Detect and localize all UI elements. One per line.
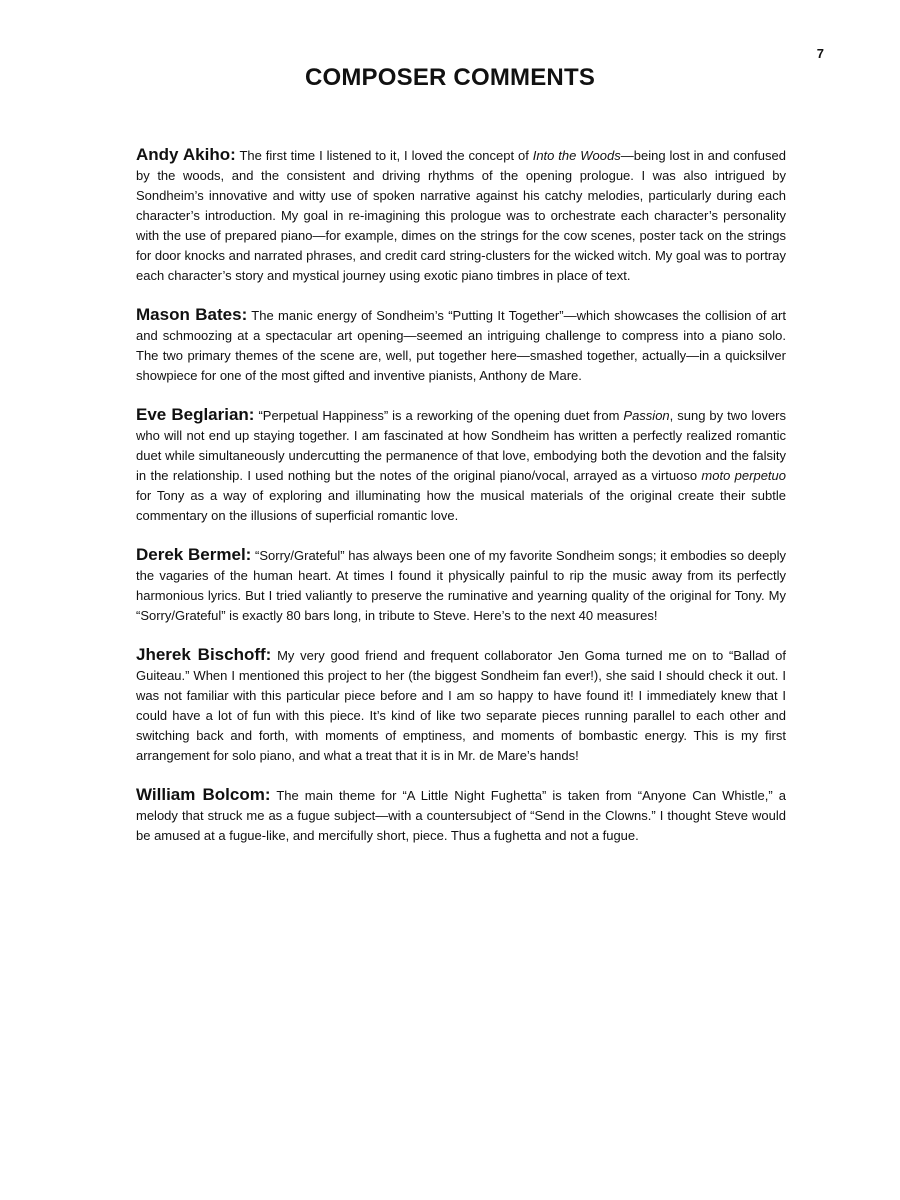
- comment-jherek-bischoff: [136, 645, 786, 766]
- musical-term: moto perpetuo: [701, 468, 786, 483]
- comment-derek-bermel: [136, 545, 786, 626]
- comment-text: The manic energy of Sondheim’s “Putting It Together”—which showcases the collision of art and schmoozing at a spectacular art opening—seemed an intriguing challenge to compress into a piano solo. The two primary themes of the scene are, well, put together here—smashed together, actually—in a quicksilver showpiece for one of the most gifted and inventive pianists, Anthony de Mare.: [136, 308, 786, 383]
- comment-text: , sung by two lovers who will not end up staying together. I am fascinated at how Sondheim has written a perfectly realized romantic duet while simultaneously undercutting the permanence of that love, embodying both the devotion and the falsity in the relationship. I used nothing but the notes of the original piano/vocal, arrayed as a virtuoso: [136, 408, 786, 483]
- comment-mason-bates: [136, 305, 786, 386]
- composer-name: William Bolcom:: [136, 785, 271, 804]
- composer-name: Jherek Bischoff:: [136, 645, 272, 664]
- work-title: Into the Woods: [532, 148, 621, 163]
- page-title: COMPOSER COMMENTS: [304, 64, 596, 91]
- comment-andy-akiho: [136, 145, 786, 286]
- comment-text: —being lost in and confused by the woods, and the consistent and driving rhythms of the opening prologue. I was also intrigued by Sondheim’s innovative and witty use of spoken narrative against his catchy melodies, particularly during each character’s introduction. My goal in re-imagining this prologue was to orchestrate each character’s personality with the use of prepared piano—for example, dimes on the strings for the cow scenes, poster tack on the strings for door knocks and narrated phrases, and credit card string-clusters for the wicked witch. My goal was to portray each character’s story and mystical journey using exotic piano timbres in place of text.: [136, 148, 786, 283]
- comment-text: “Perpetual Happiness” is a reworking of the opening duet from: [254, 408, 624, 423]
- work-title: Passion: [623, 408, 670, 423]
- composer-name: Mason Bates:: [136, 305, 248, 324]
- page-number: 7: [816, 46, 824, 61]
- composer-name: Eve Beglarian:: [136, 405, 255, 424]
- comment-text: The first time I listened to it, I loved the concept of: [235, 148, 533, 163]
- comment-eve-beglarian: [136, 405, 786, 526]
- comment-william-bolcom: [136, 785, 786, 846]
- comment-text: My very good friend and frequent collaborator Jen Goma turned me on to “Ballad of Guiteau.” When I mentioned this project to her (the biggest Sondheim fan ever!), she said I should check it out. I was not familiar with this particular piece before and I am so happy to have found it! I immediately knew that I could have a lot of fun with this piece. It’s kind of like two separate pieces running parallel to each other and switching back and forth, with moments of emptiness, and moments of bombastic energy. This is my first arrangement for solo piano, and what a treat that it is in Mr. de Mare’s hands!: [136, 648, 787, 763]
- comment-text: “Sorry/Grateful” has always been one of my favorite Sondheim songs; it embodies so deeply the vagaries of the human heart. At times I found it physically painful to rip the music away from its perfectly harmonious lyrics. But I tried valiantly to preserve the ruminative and yearning quality of the original for Tony. My “Sorry/Grateful” is exactly 80 bars long, in tribute to Steve. Here’s to the next 40 measures!: [136, 548, 787, 623]
- comment-text: The main theme for “A Little Night Fughetta” is taken from “Anyone Can Whistle,” a melody that struck me as a fugue subject—with a countersubject of “Send in the Clowns.” I thought Steve would be amused at a fugue-like, and mercifully short, piece. Thus a fughetta and not a fugue.: [136, 788, 786, 843]
- composer-comments-list: [136, 145, 786, 865]
- composer-name: Andy Akiho:: [136, 145, 236, 164]
- composer-name: Derek Bermel:: [136, 545, 252, 564]
- comment-text: for Tony as a way of exploring and illuminating how the musical materials of the original create their subtle commentary on the illusions of superficial romantic love.: [136, 488, 786, 523]
